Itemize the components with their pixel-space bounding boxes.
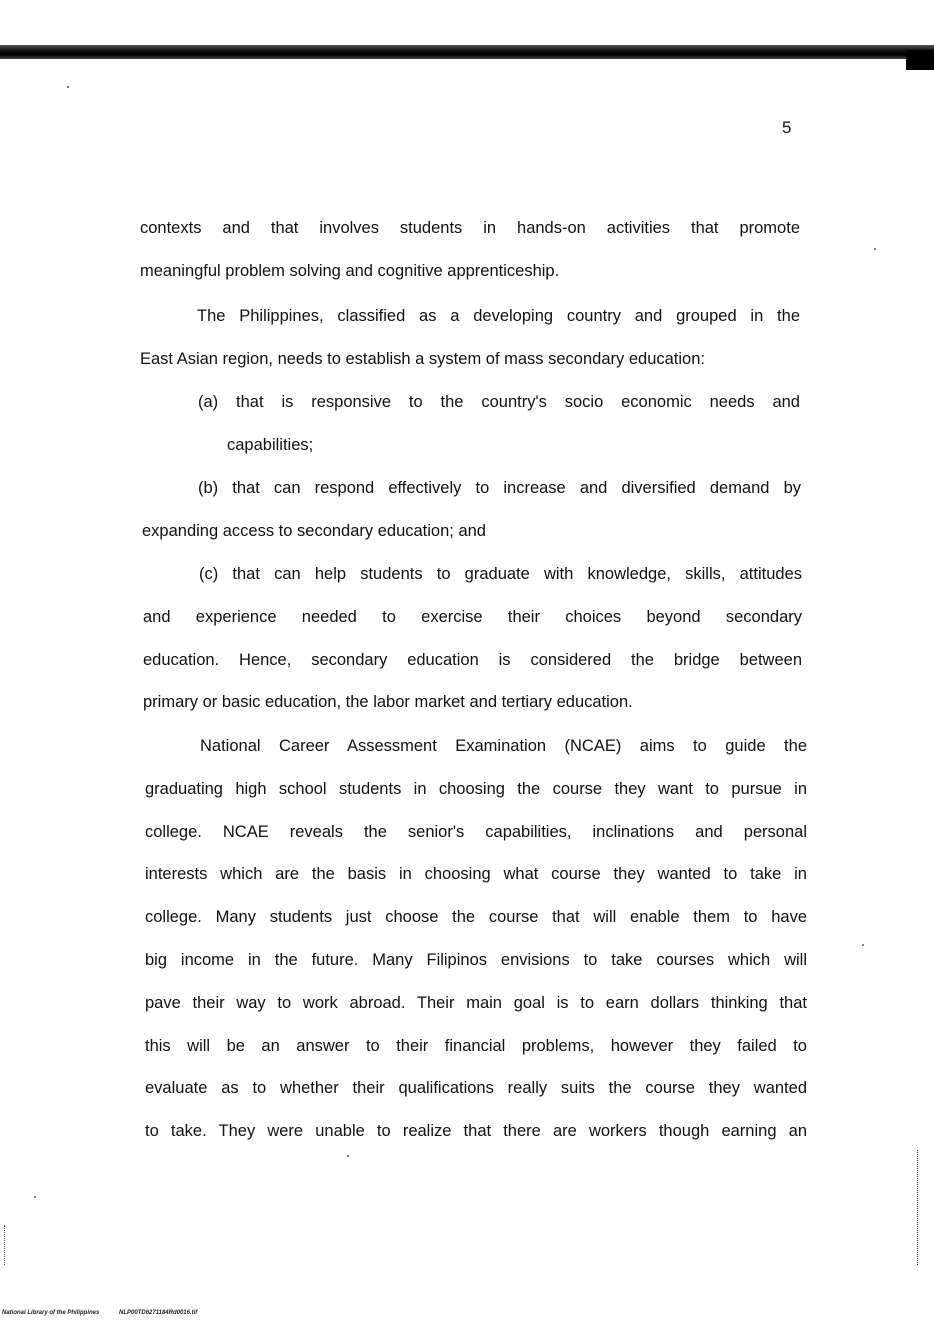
text-line: (c) that can help students to graduate with knowledge, skills, attitudes [199, 565, 802, 583]
text-line: evaluate as to whether their qualifications really suits the course they wanted [145, 1079, 807, 1098]
text-line: graduating high school students in choosing the course they want to pursue in [145, 779, 807, 798]
text-line: this will be an answer to their financial problems, however they failed to [145, 1036, 807, 1055]
footer-file: NLP00TD6271184Rd0016.tif [119, 1310, 198, 1316]
text-line: college. Many students just choose the course that will enable them to have [145, 908, 807, 927]
text-line: (a) that is responsive to the country's socio economic needs and [198, 393, 800, 411]
text-line: interests which are the basis in choosing what course they wanted to take in [145, 865, 807, 884]
text-line: big income in the future. Many Filipinos envisions to take courses which will [145, 950, 807, 969]
list-item-b [142, 467, 801, 553]
text-line: meaningful problem solving and cognitive apprenticeship. [140, 261, 560, 280]
scan-speck [874, 248, 876, 250]
footer-library: National Library of the Philippines [2, 1310, 100, 1316]
scan-top-bar-end [906, 50, 934, 70]
page-number: 5 [782, 118, 792, 137]
text-line: (b) that can respond effectively to increase and diversified demand by [198, 479, 801, 497]
text-line: The Philippines, classified as a developing country and grouped in the [197, 307, 800, 325]
text-line: contexts and that involves students in hands-on activities that promote [140, 219, 800, 237]
text-line: National Career Assessment Examination (NCAE) aims to guide the [200, 737, 807, 755]
list-item-a [198, 381, 800, 467]
text-line: college. NCAE reveals the senior's capabilities, inclinations and personal [145, 822, 807, 841]
scan-edge-marks-right [917, 1150, 934, 1265]
text-line: primary or basic education, the labor market and tertiary education. [143, 693, 633, 712]
scan-speck [34, 1196, 36, 1198]
paragraph-ncae [145, 725, 807, 1153]
paragraph-continuation [140, 207, 800, 293]
scan-speck [347, 1155, 349, 1157]
scan-edge-marks-left [4, 1225, 13, 1265]
text-line: education. Hence, secondary education is considered the bridge between [143, 650, 802, 669]
scan-footer [2, 1310, 215, 1316]
text-line: and experience needed to exercise their choices beyond secondary [143, 607, 802, 626]
scan-speck [67, 86, 69, 88]
text-line: capabilities; [227, 435, 314, 454]
scan-top-bar [0, 45, 934, 59]
scan-speck [862, 944, 864, 946]
text-line: to take. They were unable to realize that there are workers though earning an [145, 1122, 807, 1141]
paragraph-philippines [140, 295, 800, 381]
text-line: pave their way to work abroad. Their main goal is to earn dollars thinking that [145, 993, 807, 1012]
list-item-c [143, 553, 802, 724]
text-line: East Asian region, needs to establish a system of mass secondary education: [140, 349, 705, 368]
text-line: expanding access to secondary education; and [142, 521, 486, 540]
